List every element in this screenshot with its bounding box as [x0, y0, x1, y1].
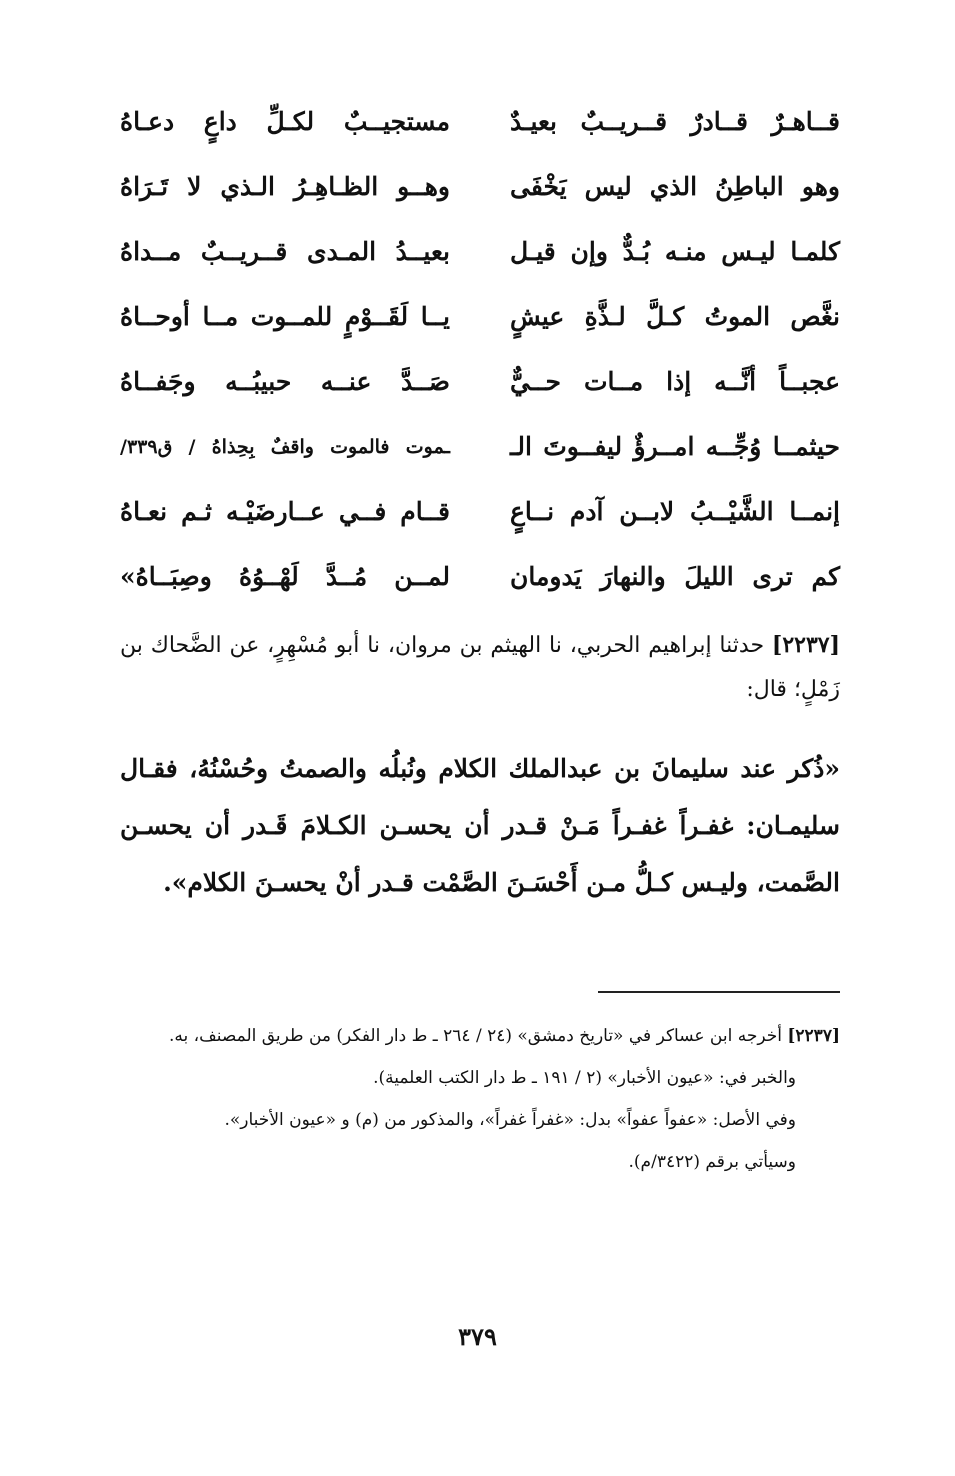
poem-verse — [120, 553, 840, 618]
footnote-paragraph: وسيأتي برقم (٣٤٢٢/م). — [628, 1152, 796, 1172]
page-number: ٣٧٩ — [458, 1322, 497, 1351]
verse-second-hemistich: ـموت فالموت واقفٌ بِحِذاهُ / ق٣٣٩/ — [120, 436, 450, 458]
verse-second-hemistich: يــا لَقَــوْمٍ للمــوت مــا أوحــاهُ — [120, 302, 450, 331]
footnote-paragraph: وفي الأصل: «عفواً عفواً» بدل: «غفراً غفراً»، والمذكور من (م) و «عيون الأخبار». — [224, 1110, 796, 1130]
verse-second-hemistich: مستجيــبٌ لكـلِّ داعٍ دعـاهُ — [120, 107, 450, 136]
verse-first-hemistich: قــاهـرٌ قــادرٌ قــريــبٌ بعيـدٌ — [510, 107, 840, 136]
footnote-text: أخرجه ابن عساكر في «تاريخ دمشق» (٢٤ / ٢٦٤ ـ ط دار الفكر) من طريق المصنف، به. — [169, 1026, 782, 1046]
poem-verse — [120, 293, 840, 358]
footnote-divider — [598, 991, 840, 993]
narration-number: [٢٢٣٧] — [771, 632, 840, 658]
footnote-paragraph — [120, 1018, 840, 1054]
verse-second-hemistich: وهــو الظـاهِـرُ الـذي لا تَـرَاهُ — [120, 172, 450, 201]
poem-verse — [120, 98, 840, 163]
verse-first-hemistich: حيثمــا وُجِّــه امــرؤٌ ليفــوتَ الـ — [510, 432, 840, 461]
poem-verse — [120, 488, 840, 553]
narration-chain — [120, 623, 840, 712]
footnotes — [120, 1018, 840, 1186]
footnote-number: [٢٢٣٧] — [787, 1026, 840, 1046]
verse-first-hemistich: عجبــاً أنَّــه إذا مــات حــيٌّ — [510, 367, 840, 396]
verse-second-hemistich: صَــدَّ عنــه حبيبُــه وجَفــاهُ — [120, 367, 450, 396]
poem-verse — [120, 358, 840, 423]
quoted-report: «ذُكر عند سليمانَ بن عبدالملك الكلام ونُبلُه والصمتُ وحُسْنُهُ، فقـال سليمـان: غفـراً غفـراً مَـنْ قـدر أن يحسـن الكـلامَ قَـدر أن يحسـن الصَّمت، وليـس كـلُّ مـن أَحْسَـنَ الصَّمْت قـدر أنْ يحسـنَ الكلام». — [120, 754, 840, 897]
poem-verse — [120, 423, 840, 488]
verse-first-hemistich: إنمــا الشَّيْــبُ لابــن آدم نــاعٍ — [510, 497, 840, 526]
verse-first-hemistich: كلمـا ليـس منـه بُـدٌّ وإن قيـل — [510, 237, 840, 266]
verse-second-hemistich: لمــن مُــدَّ لَهْــوُهُ وصِبَــاهُ» — [120, 562, 450, 591]
poem-block — [120, 98, 840, 618]
verse-first-hemistich: كم ترى الليلَ والنهارَ يَدومان — [510, 562, 840, 591]
poem-verse — [120, 163, 840, 228]
verse-second-hemistich: بعيــدُ المـدى قــريــبٌ مــداهُ — [120, 237, 450, 266]
verse-first-hemistich: نغَّص الموتُ كـلَّ لـذَّةِ عيشٍ — [510, 302, 840, 331]
footnote-paragraph: والخبر في: «عيون الأخبار» (٢ / ١٩١ ـ ط دار الكتب العلمية). — [373, 1068, 796, 1088]
narration-text: حدثنا إبراهيم الحربي، نا الهيثم بن مروان، نا أبو مُسْهِرٍ، عن الضَّحاك بن زَمْلٍ؛ قال: — [120, 633, 840, 702]
poem-verse — [120, 228, 840, 293]
verse-second-hemistich: قــام فــي عــارضَيْـه ثـم نعـاهُ — [120, 497, 450, 526]
verse-first-hemistich: وهو الباطِنُ الذي ليس يَخْفَى — [510, 172, 840, 201]
